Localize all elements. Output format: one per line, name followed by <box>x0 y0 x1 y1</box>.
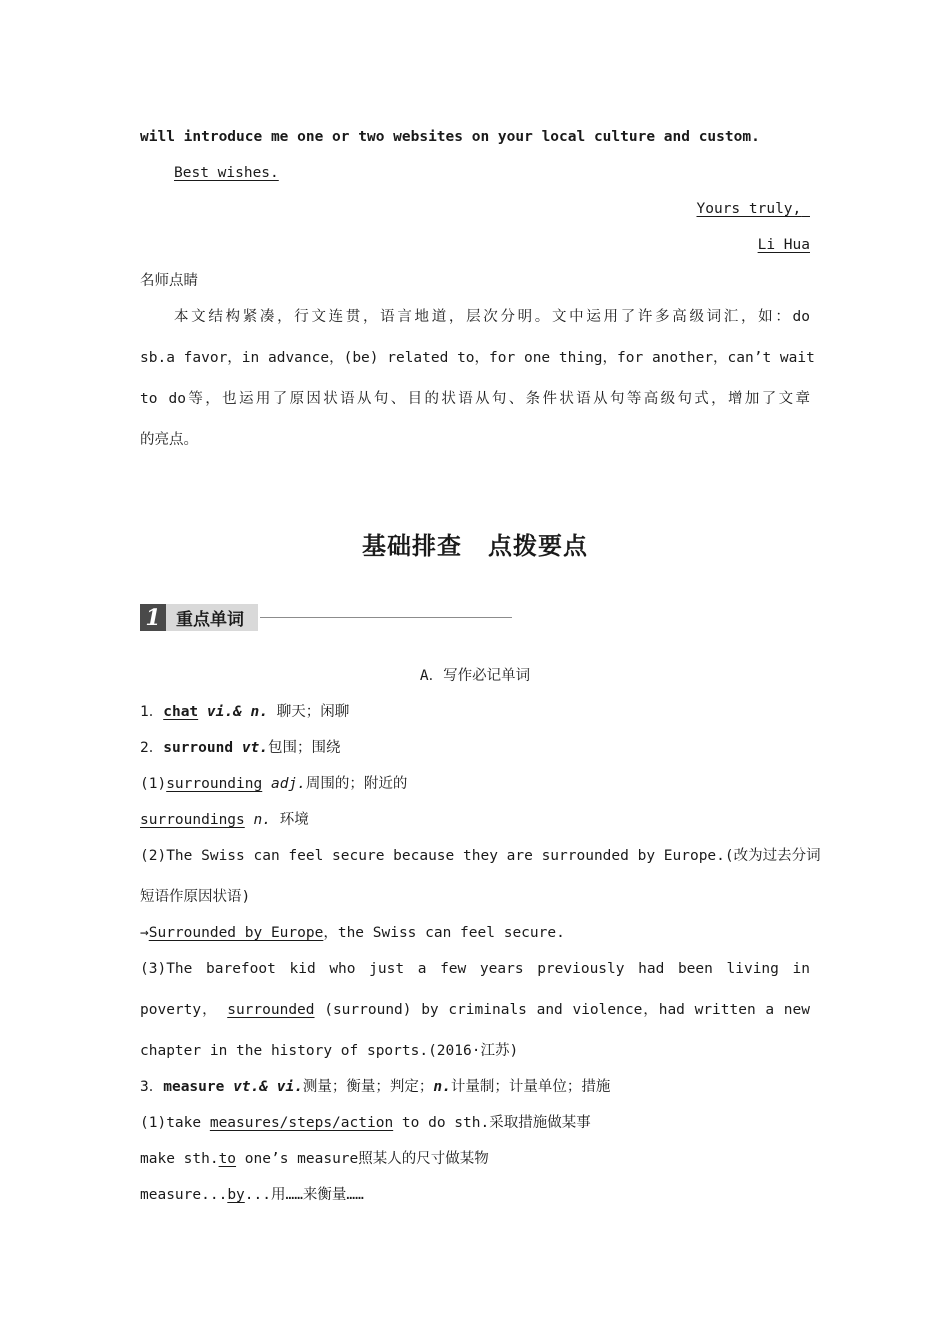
entry-2-2-rest: ，the Swiss can feel secure. <box>323 925 565 941</box>
entry-1-word: chat <box>163 704 199 720</box>
arrow-icon: → <box>140 925 149 941</box>
best-wishes <box>140 163 810 183</box>
entry-3-definition-1: 测量；衡量；判定； <box>302 1079 434 1095</box>
commentary-line-3: to do等，也运用了原因状语从句、目的状语从句、条件状语从句等高级句式，增加了文章 <box>140 391 810 407</box>
entry-3-1c-answer: by <box>227 1187 245 1203</box>
entry-1-number: 1． <box>140 704 164 720</box>
yours-truly <box>140 199 810 219</box>
entry-2-word: surround <box>163 740 234 756</box>
entry-3-definition-2: 计量制；计量单位；措施 <box>450 1079 611 1095</box>
entry-2-3-line-3: chapter in the history of sports.(2016·江苏) <box>140 1043 519 1059</box>
entry-3-pos-2: n. <box>433 1079 451 1095</box>
entry-2-definition: 包围；围绕 <box>268 740 341 756</box>
section-rule <box>260 617 512 618</box>
section-title: 重点单词 <box>166 604 258 631</box>
entry-3-1b <box>140 1149 810 1169</box>
entry-2-pos: vt. <box>241 740 269 756</box>
commentary-label: 名师点睛 <box>140 273 198 289</box>
entry-2-1-word: surrounding <box>166 776 263 792</box>
entry-2-3-line-2 <box>140 1000 810 1020</box>
entry-3-1c <box>140 1185 810 1205</box>
entry-2-1b-definition: 环境 <box>279 812 309 828</box>
commentary-line-1 <box>140 307 810 327</box>
entry-1-pos: vi.& n. <box>206 704 268 720</box>
entry-2-3-rest: (surround) by criminals and violence，had written a new <box>324 1002 810 1018</box>
entry-3 <box>140 1077 810 1097</box>
commentary-line-1a: 本文结构紧凑，行文连贯，语言地道，层次分明。文中运用了许多高级词汇，如： <box>174 309 793 325</box>
commentary-line-1b: do <box>792 309 810 325</box>
signature <box>140 235 810 255</box>
entry-2-2-line-1: (2)The Swiss can feel secure because they are surrounded by Europe.(改为过去分词 <box>140 848 821 864</box>
entry-2-2-line-2: 短语作原因状语) <box>140 889 251 905</box>
entry-3-1-pre: (1)take <box>140 1115 210 1131</box>
entry-2-3-pre: poverty， <box>140 1002 218 1018</box>
entry-3-number: 3． <box>140 1079 164 1095</box>
commentary-line-2: sb.a favor，in advance，(be) related to，for one thing，for another，can’t wait <box>140 350 815 366</box>
entry-3-pos-1: vt.& vi. <box>233 1079 303 1095</box>
entry-2 <box>140 738 810 758</box>
section-header <box>140 604 512 631</box>
entry-2-3-line-1: (3)The barefoot kid who just a few years previously had been living in <box>140 961 810 977</box>
entry-2-2-answer-line <box>140 923 810 943</box>
entry-3-1c-rest: ...用……来衡量…… <box>244 1187 364 1203</box>
entry-2-1b <box>140 810 810 830</box>
entry-2-2-answer: Surrounded by Europe <box>148 925 324 941</box>
entry-2-1 <box>140 774 810 794</box>
best-wishes-text: Best wishes. <box>174 165 279 181</box>
entry-2-1b-word: surroundings <box>140 812 245 828</box>
entry-2-1b-pos: n. <box>253 812 271 828</box>
entry-3-1c-pre: measure... <box>140 1187 228 1203</box>
main-heading-part1: 基础排查 <box>362 532 462 560</box>
entry-3-word: measure <box>163 1079 225 1095</box>
yours-truly-text: Yours truly, <box>696 201 802 217</box>
entry-3-1-rest: to do sth.采取措施做某事 <box>393 1115 591 1131</box>
entry-3-1-answer: measures/steps/action <box>209 1115 394 1131</box>
section-number: 1 <box>140 604 166 631</box>
entry-3-1b-rest: one’s measure照某人的尺寸做某物 <box>236 1151 489 1167</box>
subheading: A．写作必记单词 <box>419 668 531 684</box>
entry-2-1-pos: adj. <box>270 776 306 792</box>
entry-1-definition: 聊天；闲聊 <box>276 704 350 720</box>
entry-3-1b-pre: make sth. <box>140 1151 219 1167</box>
main-heading-part2: 点拨要点 <box>488 532 588 560</box>
entry-3-1b-answer: to <box>218 1151 237 1167</box>
letter-closing-line: will introduce me one or two websites on your local culture and custom. <box>140 129 760 145</box>
main-heading <box>0 526 950 561</box>
signature-text: Li Hua <box>757 237 810 253</box>
entry-2-number: 2． <box>140 740 164 756</box>
entry-2-1-number: (1) <box>140 776 167 792</box>
entry-2-1-definition: 周围的；附近的 <box>305 776 408 792</box>
entry-3-1 <box>140 1113 810 1133</box>
entry-1 <box>140 702 810 722</box>
entry-2-3-answer: surrounded <box>227 1002 315 1018</box>
commentary-line-4: 的亮点。 <box>140 432 198 448</box>
